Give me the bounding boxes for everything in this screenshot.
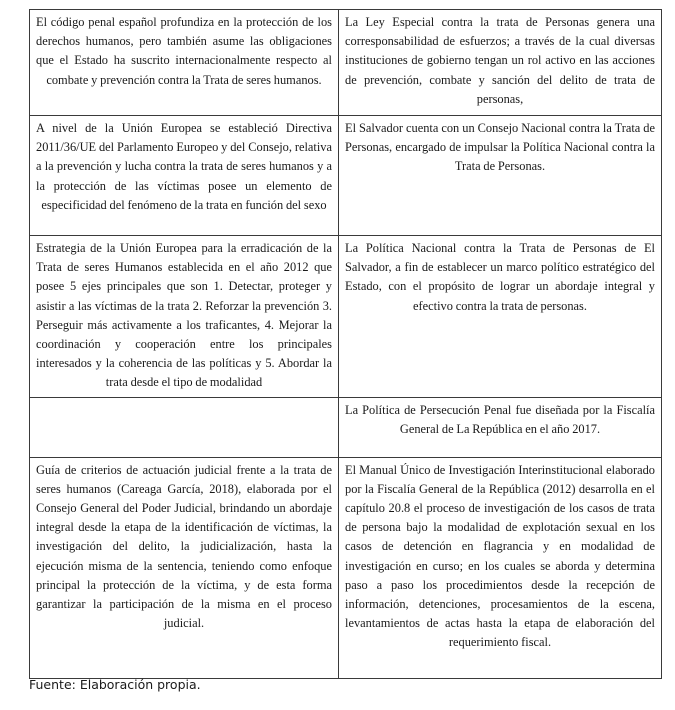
- table-row: [30, 397, 662, 457]
- table-cell-spain: Estrategia de la Unión Europea para la erradicación de la Trata de seres Humanos establecida en el año 2012 que posee 5 ejes principales que son 1. Detectar, proteger y asistir a las víctimas de la trata 2. Reforzar la prevención 3. Perseguir más activamente a los traficantes, 4. Mejorar la coordinación y cooperación entre los principales interesados y la coherencia de las políticas y 5. Abordar la trata desde el tipo de modalidad: [30, 236, 339, 398]
- table-row: [30, 457, 662, 678]
- comparison-table: [29, 9, 662, 679]
- table-row: [30, 236, 662, 398]
- table-cell-spain: Guía de criterios de actuación judicial frente a la trata de seres humanos (Careaga García, 2018), elaborada por el Consejo General del Poder Judicial, brindando un abordaje integral desde la etapa de la identificación de víctimas, la investigación del delito, la judicialización, hasta la ejecución misma de la sentencia, teniendo como enfoque principal la protección de la víctima, y de esta forma garantizar la participación de la misma en el proceso judicial.: [30, 457, 339, 678]
- table-cell-spain: A nivel de la Unión Europea se estableció Directiva 2011/36/UE del Parlamento Europeo y del Consejo, relativa a la prevención y lucha contra la trata de seres humanos y a la protección de las víctimas posee un elemento de especificidad del fenómeno de la trata en función del sexo: [30, 116, 339, 236]
- table-cell-spain: El código penal español profundiza en la protección de los derechos humanos, pero también asume las obligaciones que el Estado ha suscrito internacionalmente respecto al combate y prevención contra la Trata de seres humanos.: [30, 10, 339, 116]
- table-cell-empty: [30, 397, 339, 457]
- table-cell-el-salvador: El Manual Único de Investigación Interinstitucional elaborado por la Fiscalía General de la República (2012) desarrolla en el capítulo 20.8 el proceso de investigación de los casos de trata de persona bajo la modalidad de explotación sexual en los casos de detención en flagrancia y en modalidad de investigación en curso; en los cuales se aborda y determina paso a paso los procedimientos desde la recepción de información, detenciones, procesamientos de la escena, levantamientos de actas hasta la etapa de elaboración del requerimiento fiscal.: [339, 457, 662, 678]
- table-row: [30, 10, 662, 116]
- table-cell-el-salvador: La Política Nacional contra la Trata de Personas de El Salvador, a fin de establecer un marco político estratégico del Estado, con el propósito de lograr un abordaje integral y efectivo contra la trata de personas.: [339, 236, 662, 398]
- table-cell-el-salvador: El Salvador cuenta con un Consejo Nacional contra la Trata de Personas, encargado de impulsar la Política Nacional contra la Trata de Personas.: [339, 116, 662, 236]
- table-cell-el-salvador: La Ley Especial contra la trata de Personas genera una corresponsabilidad de esfuerzos; a través de la cual diversas instituciones de gobierno tengan un rol activo en las acciones de prevención, combate y sanción del delito de trata de personas,: [339, 10, 662, 116]
- table-cell-el-salvador: La Política de Persecución Penal fue diseñada por la Fiscalía General de La República en el año 2017.: [339, 397, 662, 457]
- source-note: Fuente: Elaboración propia.: [29, 677, 201, 692]
- table-row: [30, 116, 662, 236]
